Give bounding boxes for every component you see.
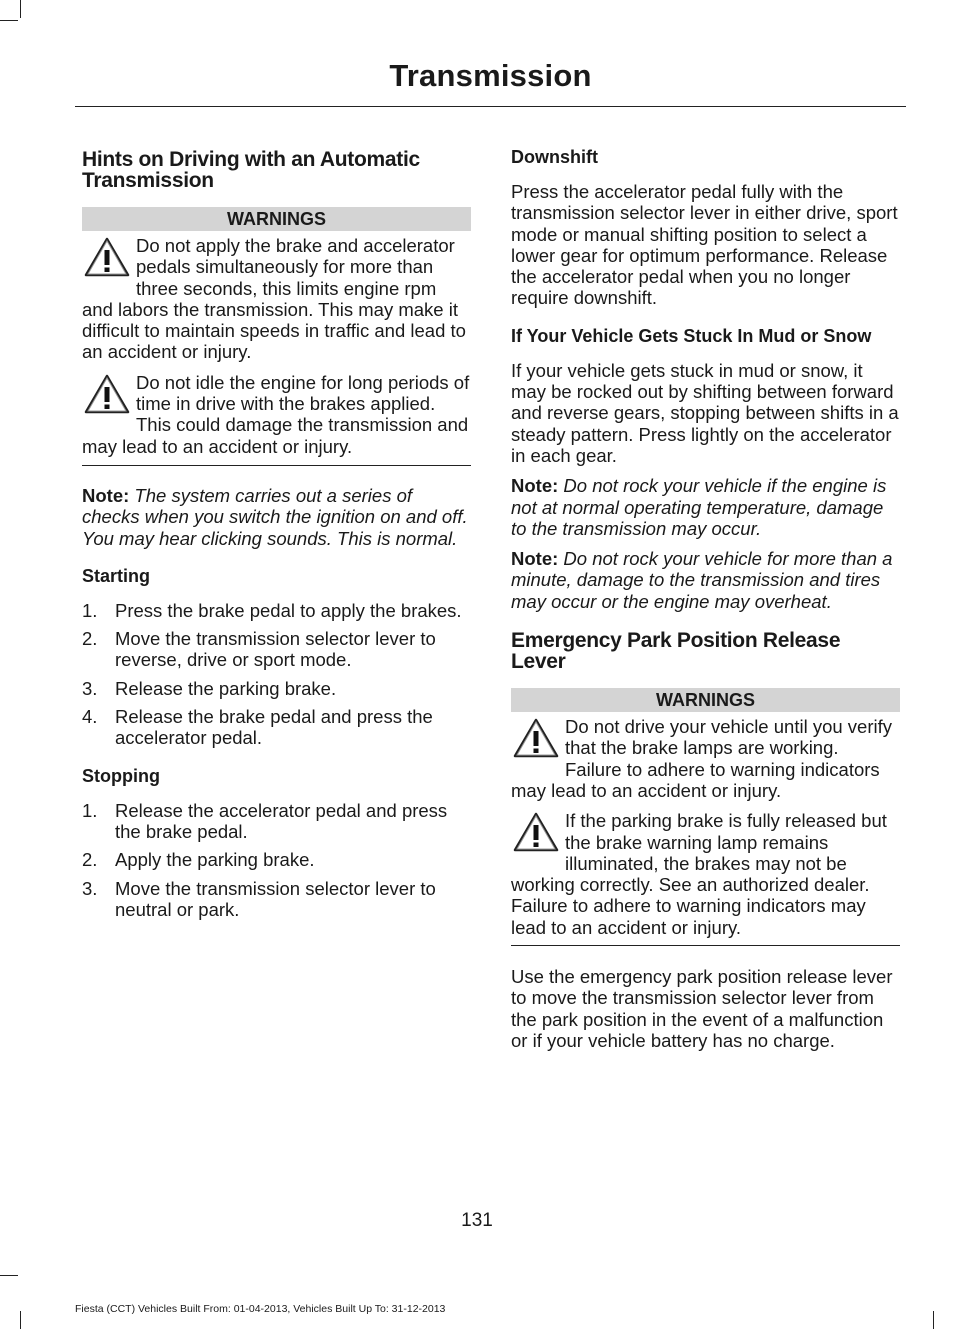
- note-text: The system carries out a series of checks when you switch the ignition on and off. You may hear clicking sounds. This is normal.: [82, 484, 468, 549]
- note-text: Do not rock your vehicle for more than a minute, damage to the transmission and tires may occur or the engine may overheat.: [511, 548, 893, 612]
- page-title: Transmission: [389, 58, 592, 93]
- downshift-text: Press the accelerator pedal fully with the transmission selector lever in either drive, sport mode or manual shifting position to select a lower gear for optimum performance. Release the accelerator pedal when you no longer require downshift.: [511, 181, 898, 309]
- emergency-text: Use the emergency park position release lever to move the transmission selector lever from the park position in the event of a malfunction or if your vehicle battery has no charge.: [511, 966, 893, 1051]
- subheading-stopping: Stopping: [82, 765, 160, 786]
- note-label: Note:: [511, 548, 559, 570]
- warning-text: Do not drive your vehicle until you verify that the brake lamps are working. Failure to adhere to warning indicators may lead to an accident or injury.: [511, 716, 892, 801]
- right-column: [511, 146, 900, 1051]
- warning-triangle-icon: [511, 716, 561, 760]
- warning-item: [82, 372, 471, 457]
- warning-text: Do not idle the engine for long periods of time in drive with the brakes applied. This could damage the transmission and may lead to an accident or injury.: [82, 371, 470, 457]
- stuck-text: If your vehicle gets stuck in mud or snow, it may be rocked out by shifting between forward and reverse gears, stopping between shifts in a steady pattern. Press lightly on the accelerator in each gear.: [511, 359, 899, 466]
- left-column: [82, 146, 471, 920]
- list-item: 3. Release the parking brake.: [82, 677, 337, 699]
- crop-mark: [0, 20, 18, 21]
- list-item: 2. Apply the parking brake.: [82, 849, 315, 871]
- section-heading-hints: Hints on Driving with an Automatic Transmission: [82, 148, 420, 192]
- warning-triangle-icon: [511, 810, 561, 854]
- warnings-header: WARNINGS: [82, 207, 471, 231]
- stopping-steps: [82, 800, 471, 920]
- list-item: 4. Release the brake pedal and press the accelerator pedal.: [82, 706, 433, 749]
- crop-mark: [933, 1311, 934, 1329]
- title-divider: [75, 106, 906, 107]
- crop-mark: [0, 1275, 18, 1276]
- warning-item: [511, 810, 900, 938]
- warnings-divider: [82, 465, 471, 466]
- subheading-stuck: If Your Vehicle Gets Stuck In Mud or Snow: [511, 325, 872, 346]
- list-item: 3. Move the transmission selector lever to neutral or park.: [82, 877, 436, 920]
- note: [511, 475, 900, 539]
- note: [511, 548, 900, 612]
- note-label: Note:: [511, 475, 559, 497]
- footer-text: Fiesta (CCT) Vehicles Built From: 01-04-2013, Vehicles Built Up To: 31-12-2013: [75, 1303, 446, 1315]
- warning-item: [511, 716, 900, 801]
- section-heading-emergency: Emergency Park Position Release Lever: [511, 629, 841, 674]
- note-text: Do not rock your vehicle if the engine is not at normal operating temperature, damage to the transmission may occur.: [511, 475, 887, 539]
- warning-triangle-icon: [82, 235, 132, 279]
- warnings-divider: [511, 945, 900, 946]
- note: [82, 485, 471, 549]
- warning-triangle-icon: [82, 372, 132, 416]
- warning-text: Do not apply the brake and accelerator pedals simultaneously for more than three seconds, this limits engine rpm and labors the transmission. This may make it difficult to maintain speeds in traffic and lead to an accident or injury.: [82, 235, 466, 363]
- crop-mark: [20, 1311, 21, 1329]
- list-item: 1. Release the accelerator pedal and press the brake pedal.: [82, 799, 448, 842]
- subheading-downshift: Downshift: [511, 147, 598, 167]
- warning-item: [82, 235, 471, 363]
- warning-text: If the parking brake is fully released but the brake warning lamp remains illuminated, the brakes may not be working correctly. See an authorized dealer. Failure to adhere to warning indicators may lead to an accident or injury.: [511, 810, 887, 938]
- list-item: 1. Press the brake pedal to apply the brakes.: [82, 599, 462, 621]
- page-number: 131: [461, 1210, 493, 1231]
- starting-steps: [82, 600, 471, 749]
- note-label: Note:: [82, 484, 130, 506]
- crop-mark: [20, 0, 21, 18]
- list-item: 2. Move the transmission selector lever to reverse, drive or sport mode.: [82, 628, 436, 671]
- warnings-header: WARNINGS: [511, 688, 900, 712]
- subheading-starting: Starting: [82, 565, 151, 586]
